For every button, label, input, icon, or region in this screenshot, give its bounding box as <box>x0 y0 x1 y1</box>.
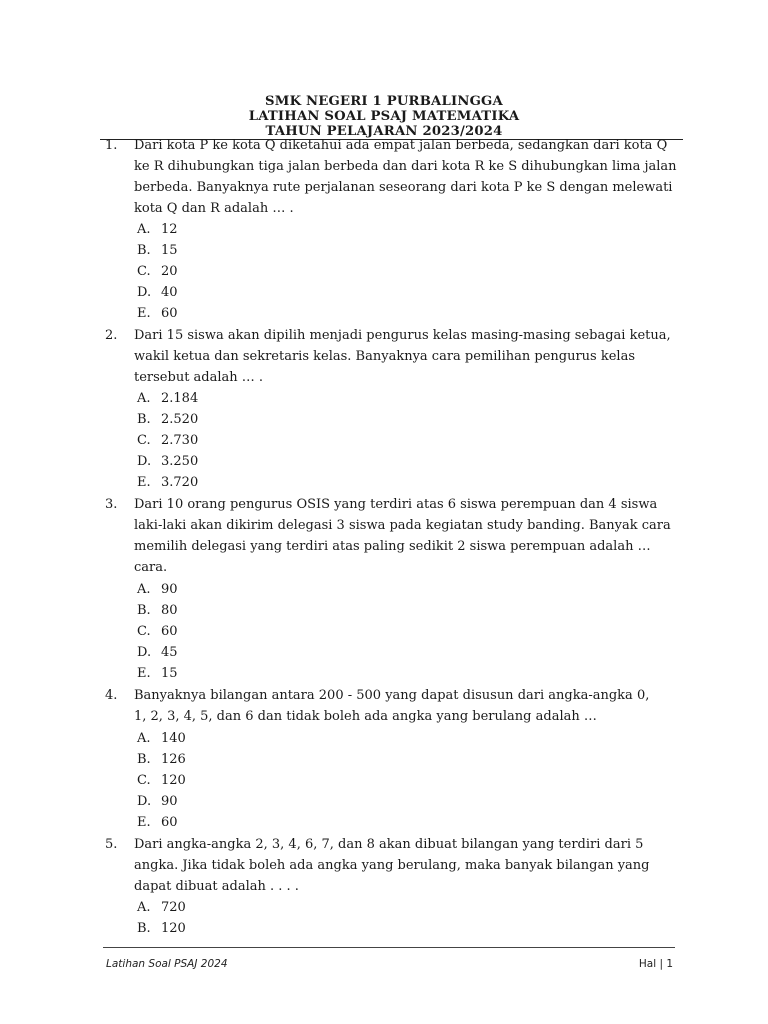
document-title: LATIHAN SOAL PSAJ MATEMATIKA <box>248 109 520 124</box>
option-c <box>137 770 186 791</box>
question-number: 4. <box>105 688 118 703</box>
question-line: Dari 10 orang pengurus OSIS yang terdiri atas 6 siswa perempuan dan 4 siswa <box>134 497 658 512</box>
option-e <box>137 663 178 684</box>
option-value: 3.720 <box>161 475 199 490</box>
option-label: A. <box>137 222 151 237</box>
question-line: laki-laki akan dikirim delegasi 3 siswa pada kegiatan study banding. Banyak cara <box>134 518 671 533</box>
option-d <box>137 642 178 663</box>
option-c <box>137 261 178 282</box>
option-label: E. <box>137 306 151 321</box>
option-b <box>137 600 178 621</box>
option-a <box>137 388 198 409</box>
option-b <box>137 918 186 939</box>
question-line: 1, 2, 3, 4, 5, dan 6 dan tidak boleh ada angka yang berulang adalah … <box>134 709 597 724</box>
option-a <box>137 897 186 918</box>
option-label: C. <box>137 773 151 788</box>
option-label: C. <box>137 433 151 448</box>
question-line: tersebut adalah … . <box>134 370 264 385</box>
option-label: A. <box>137 582 151 597</box>
option-b <box>137 749 186 770</box>
option-d <box>137 791 178 812</box>
option-value: 120 <box>161 773 186 788</box>
option-label: E. <box>137 666 151 681</box>
option-b <box>137 409 198 430</box>
question-line: dapat dibuat adalah . . . . <box>134 879 299 894</box>
option-b <box>137 240 178 261</box>
question-line: Dari 15 siswa akan dipilih menjadi pengurus kelas masing-masing sebagai ketua, <box>134 328 671 343</box>
option-value: 90 <box>161 582 178 597</box>
question-text <box>134 685 680 727</box>
option-label: D. <box>137 794 152 809</box>
option-label: B. <box>137 603 151 618</box>
option-value: 140 <box>161 731 186 746</box>
question-text <box>134 325 680 388</box>
option-label: D. <box>137 285 152 300</box>
option-value: 12 <box>161 222 178 237</box>
option-value: 20 <box>161 264 178 279</box>
option-value: 80 <box>161 603 178 618</box>
footer-divider <box>103 947 675 948</box>
option-c <box>137 621 178 642</box>
option-label: B. <box>137 752 151 767</box>
option-label: A. <box>137 391 151 406</box>
option-value: 2.184 <box>161 391 199 406</box>
option-label: B. <box>137 412 151 427</box>
option-value: 60 <box>161 624 178 639</box>
option-value: 126 <box>161 752 186 767</box>
option-label: D. <box>137 454 152 469</box>
question-line: Dari angka-angka 2, 3, 4, 6, 7, dan 8 akan dibuat bilangan yang terdiri dari 5 <box>134 837 644 852</box>
option-a <box>137 579 178 600</box>
question-number: 1. <box>105 138 118 153</box>
option-label: E. <box>137 475 151 490</box>
option-label: A. <box>137 731 151 746</box>
question-line: kota Q dan R adalah … . <box>134 201 294 216</box>
option-value: 60 <box>161 306 178 321</box>
footer-title: Latihan Soal PSAJ 2024 <box>106 958 228 970</box>
academic-year: TAHUN PELAJARAN 2023/2024 <box>265 124 503 139</box>
option-label: B. <box>137 243 151 258</box>
page-number: Hal | 1 <box>638 958 673 970</box>
option-label: B. <box>137 921 151 936</box>
option-value: 90 <box>161 794 178 809</box>
option-label: C. <box>137 624 151 639</box>
question-line: wakil ketua dan sekretaris kelas. Banyaknya cara pemilihan pengurus kelas <box>134 349 635 364</box>
option-a <box>137 728 186 749</box>
question-number: 3. <box>105 497 118 512</box>
question-number: 2. <box>105 328 118 343</box>
question-line: Dari kota P ke kota Q diketahui ada empat jalan berbeda, sedangkan dari kota Q <box>134 138 668 153</box>
option-e <box>137 472 198 493</box>
option-value: 45 <box>161 645 178 660</box>
option-e <box>137 812 178 833</box>
option-value: 3.250 <box>161 454 199 469</box>
option-value: 15 <box>161 243 178 258</box>
option-value: 2.520 <box>161 412 199 427</box>
question-line: Banyaknya bilangan antara 200 - 500 yang dapat disusun dari angka-angka 0, <box>134 688 650 703</box>
option-label: C. <box>137 264 151 279</box>
option-a <box>137 219 178 240</box>
option-d <box>137 282 178 303</box>
question-line: berbeda. Banyaknya rute perjalanan seseorang dari kota P ke S dengan melewati <box>134 180 673 195</box>
option-value: 720 <box>161 900 186 915</box>
option-label: D. <box>137 645 152 660</box>
option-c <box>137 430 198 451</box>
school-name: SMK NEGERI 1 PURBALINGGA <box>265 94 503 109</box>
option-value: 60 <box>161 815 178 830</box>
option-value: 40 <box>161 285 178 300</box>
question-line: angka. Jika tidak boleh ada angka yang berulang, maka banyak bilangan yang <box>134 858 650 873</box>
question-line: ke R dihubungkan tiga jalan berbeda dan dari kota R ke S dihubungkan lima jalan <box>134 159 677 174</box>
question-line: memilih delegasi yang terdiri atas paling sedikit 2 siswa perempuan adalah … <box>134 539 651 554</box>
option-label: E. <box>137 815 151 830</box>
question-number: 5. <box>105 837 118 852</box>
question-text <box>134 135 680 219</box>
option-value: 2.730 <box>161 433 199 448</box>
option-e <box>137 303 178 324</box>
option-value: 120 <box>161 921 186 936</box>
question-line: cara. <box>134 560 168 575</box>
option-label: A. <box>137 900 151 915</box>
question-text <box>134 834 680 897</box>
option-value: 15 <box>161 666 178 681</box>
question-text <box>134 494 680 578</box>
option-d <box>137 451 198 472</box>
